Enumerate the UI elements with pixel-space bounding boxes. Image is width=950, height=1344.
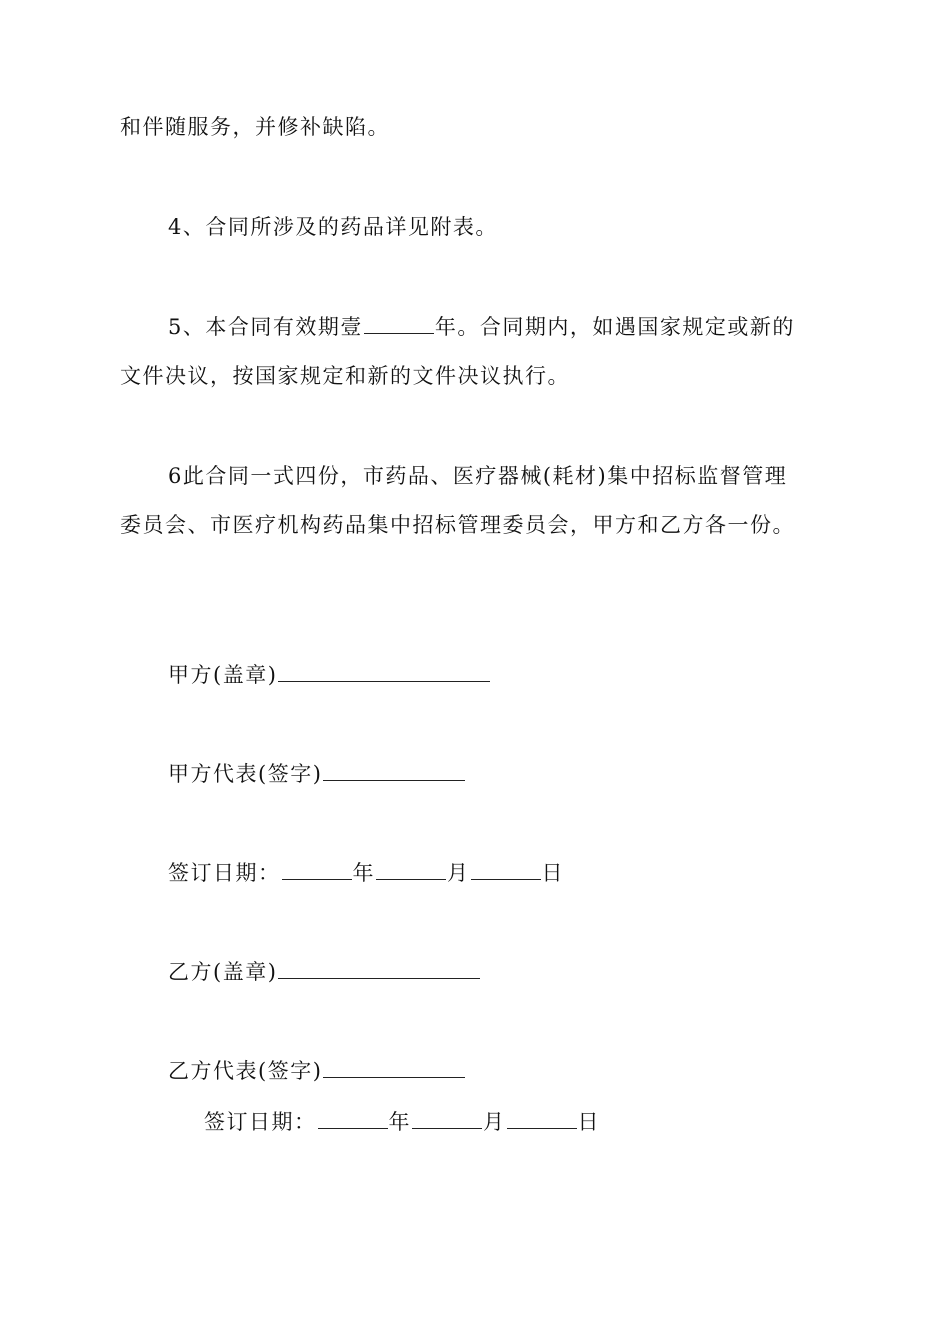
party-b-seal-line — [168, 957, 481, 987]
term-blank — [364, 313, 434, 334]
text: 和伴随服务，并修补缺陷。 — [120, 115, 390, 139]
party-a-seal-label: 甲方(盖章) — [168, 663, 278, 687]
paragraph-line — [168, 461, 787, 491]
text: 4、合同所涉及的药品详见附表。 — [168, 215, 498, 239]
month-blank — [376, 859, 446, 880]
party-b-seal-label: 乙方(盖章) — [168, 960, 278, 984]
paragraph-line — [168, 312, 795, 342]
year-blank — [282, 859, 352, 880]
party-b-rep-blank — [323, 1057, 465, 1078]
party-a-rep-label: 甲方代表(签字) — [168, 762, 323, 786]
paragraph-line — [120, 510, 795, 540]
year-label: 年 — [388, 1110, 411, 1134]
paragraph-line — [120, 361, 570, 391]
text: 年。合同期内，如遇国家规定或新的 — [434, 315, 795, 339]
day-label: 日 — [541, 861, 564, 885]
party-a-rep-line — [168, 759, 466, 789]
party-a-seal-line — [168, 660, 491, 690]
party-b-seal-blank — [278, 958, 480, 979]
text: 委员会、市医疗机构药品集中招标管理委员会，甲方和乙方各一份。 — [120, 513, 795, 537]
year-label: 年 — [352, 861, 375, 885]
paragraph-line — [120, 112, 390, 142]
text: 5、本合同有效期壹 — [168, 315, 363, 339]
date-line-1 — [168, 858, 564, 888]
paragraph-line — [168, 212, 498, 242]
year-blank — [318, 1108, 388, 1129]
text: 文件决议，按国家规定和新的文件决议执行。 — [120, 364, 570, 388]
party-a-seal-blank — [278, 661, 490, 682]
date-label: 签订日期： — [168, 861, 281, 885]
text: 6此合同一式四份，市药品、医疗器械(耗材)集中招标监督管理 — [168, 464, 788, 488]
date-label: 签订日期： — [204, 1110, 317, 1134]
day-blank — [471, 859, 541, 880]
party-a-rep-blank — [323, 760, 465, 781]
date-line-2 — [204, 1107, 600, 1137]
month-label: 月 — [447, 861, 470, 885]
day-label: 日 — [577, 1110, 600, 1134]
month-blank — [412, 1108, 482, 1129]
party-b-rep-line — [168, 1056, 466, 1086]
month-label: 月 — [483, 1110, 506, 1134]
party-b-rep-label: 乙方代表(签字) — [168, 1059, 323, 1083]
day-blank — [507, 1108, 577, 1129]
